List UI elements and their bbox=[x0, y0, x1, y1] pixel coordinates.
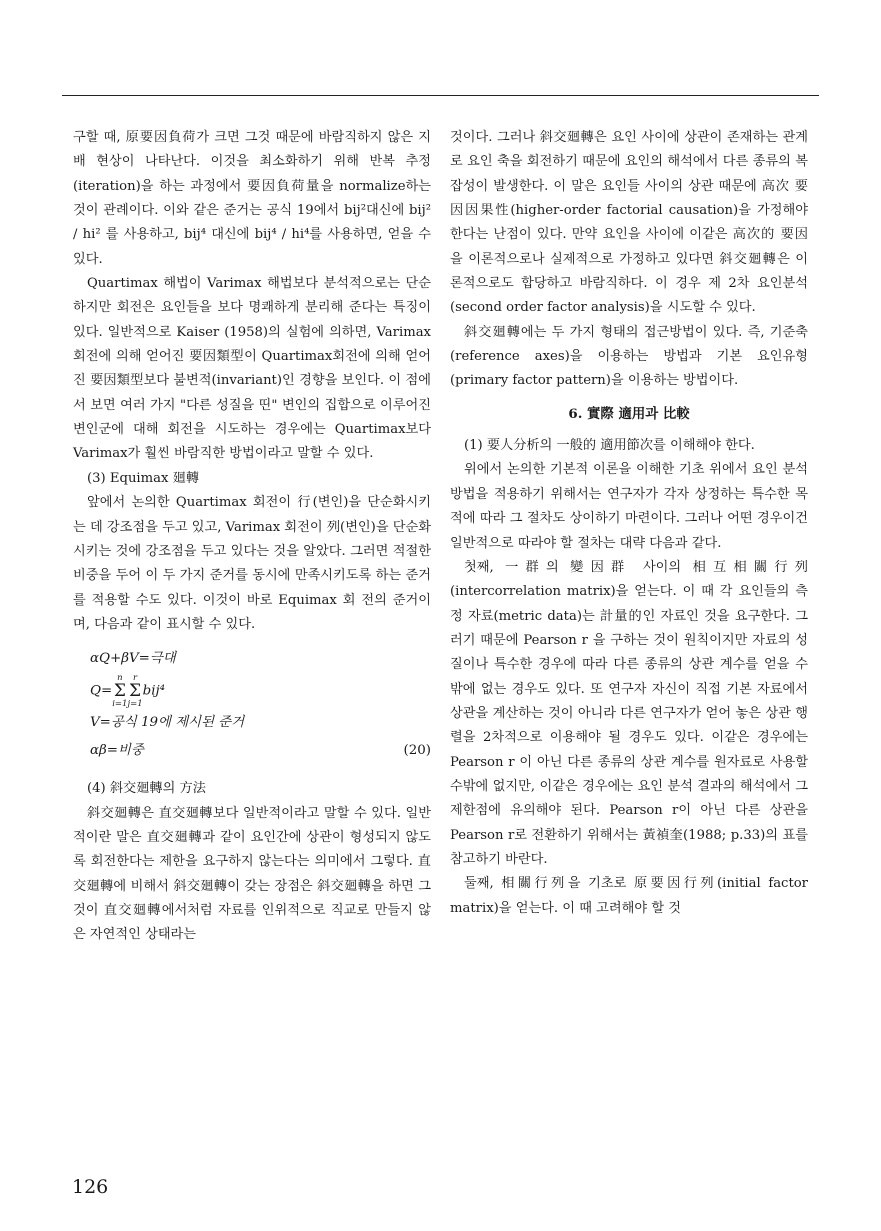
section-heading: 6. 實際 適用과 比較 bbox=[568, 405, 690, 422]
paragraph: 斜交廻轉은 直交廻轉보다 일반적이라고 말할 수 있다. 일반적이란 말은 直交廻轉과 같이 요인간에 상관이 형성되지 않도록 회전한다는 제한을 요구하지 않는다는 의미에서 그렇다. 直交廻轉에 비해서 斜交廻轉이 갖는 장점은 斜交廻轉을 하면 그것이 直交廻轉에서처럼 자료를 인위적으로 직교로 만들지 않은 자연적인 상태라는 bbox=[73, 805, 431, 943]
sum-upper-limit: r bbox=[133, 673, 138, 684]
right-column bbox=[450, 126, 808, 921]
paragraph: 구할 때, 原要因負荷가 크면 그것 때문에 바람직하지 않은 지배 현상이 나타난다. 이것을 최소화하기 위해 반복 추정(iteration)을 하는 과정에서 要因負荷量을 normalize하는 것이 관례이다. 이와 같은 준거는 공식 19에서 bij²대신에 bij² / hi² 를 사용하고, bij⁴ 대신에 bij⁴ / hi⁴를 사용하면, 얻을 수 있다. bbox=[73, 130, 431, 267]
summation-symbol bbox=[112, 673, 127, 709]
sum-upper-limit: n bbox=[117, 673, 123, 684]
equation-block bbox=[73, 645, 431, 765]
sigma-icon: Σ bbox=[129, 681, 142, 702]
equation-text: αβ=비중 bbox=[90, 743, 144, 759]
equation-line bbox=[73, 673, 431, 709]
subsection-heading: (3) Equimax 廻轉 bbox=[87, 470, 200, 486]
sigma-icon: Σ bbox=[113, 681, 126, 702]
spacer bbox=[450, 394, 808, 402]
spacer bbox=[450, 426, 808, 434]
paragraph: 앞에서 논의한 Quartimax 회전이 行(변인)을 단순화시키는 데 강조점을 두고 있고, Varimax 회전이 列(변인)을 단순화 시키는 것에 강조점을 두고 있다는 것을 알았다. 그러면 적절한 비중을 두어 이 두 가지 준거를 동시에 만족시키도록 하는 준거를 적용할 수도 있다. 이것이 바로 Equimax 회 전의 준거이며, 다음과 같이 표시할 수 있다. bbox=[73, 495, 431, 632]
paragraph: 둘째, 相關行列을 기초로 原要因行列(initial factor matrix)을 얻는다. 이 때 고려해야 할 것 bbox=[450, 876, 808, 916]
paragraph: Quartimax 해법이 Varimax 해법보다 분석적으로는 단순하지만 회전은 요인들을 보다 명쾌하게 분리해 준다는 특징이 있다. 일반적으로 Kaiser (1958)의 실험에 의하면, Varimax 회전에 의해 얻어진 要因類型이 Quartimax회전에 의해 얻어진 要因類型보다 불변적(invariant)인 경향을 보인다. 이 점에서 보면 여러 가지 "다른 성질을 띤" 변인의 집합으로 이루어진 변인군에 대해 회전을 시도하는 경우에는 Quartimax보다 Varimax가 훨씬 바람직한 방법이라고 말할 수 있다. bbox=[73, 276, 431, 462]
paragraph: 위에서 논의한 기본적 이론을 이해한 기초 위에서 요인 분석 방법을 적용하기 위해서는 연구자가 각자 상정하는 특수한 목적에 따라 그 절차도 상이하기 마련이다. 그러나 어떤 경우이건 일반적으로 따라야 할 절차는 대략 다음과 같다. bbox=[450, 462, 808, 551]
spacer bbox=[73, 637, 431, 645]
equation-line: αQ+βV=극대 bbox=[90, 651, 176, 667]
page-number: 126 bbox=[72, 1176, 109, 1198]
equation-lhs: Q= bbox=[90, 683, 113, 699]
paragraph: 斜交廻轉에는 두 가지 형태의 접근방법이 있다. 즉, 기준축(reference axes)을 이용하는 방법과 기본 요인유형(primary factor pattern)을 이용하는 방법이다. bbox=[450, 324, 808, 389]
equation-term: bij⁴ bbox=[142, 683, 165, 699]
equation-number: (20) bbox=[403, 743, 431, 759]
paragraph: 것이다. 그러나 斜交廻轉은 요인 사이에 상관이 존재하는 관계로 요인 축을 회전하기 때문에 요인의 해석에서 다른 종류의 복잡성이 발생한다. 이 말은 요인들 사이의 상관 때문에 高次 要因因果性(higher-order factorial causation)을 가정해야 한다는 난점이 있다. 만약 요인을 사이에 이같은 高次的 要因을 이론적으로나 실제적으로 가정하고 있다면 斜交廻轉은 이론적으로도 합당하고 바람직하다. 이 경우 제 2차 요인분석(second order factor analysis)을 시도할 수 있다. bbox=[450, 130, 808, 316]
paragraph: 첫째, 一群의 變因群 사이의 相互相關行列(intercorrelation matrix)을 얻는다. 이 때 각 요인들의 측정 자료(metric data)는 計量的인 자료인 것을 요구한다. 그러기 때문에 Pearson r 을 구하는 것이 원칙이지만 자료의 성질이나 특수한 경우에 따라 다른 종류의 상관 계수를 얻을 수 밖에 없는 경우도 있다. 또 연구자 자신이 직접 기본 자료에서 상관을 계산하는 것이 아니라 다른 연구자가 얻어 놓은 상관 행렬을 2차적으로 이용해야 될 경우도 있다. 이같은 경우에는 Pearson r 이 아닌 다른 종류의 상관 계수를 원자료로 사용할 수밖에 없지만, 이같은 경우에는 요인 분석 결과의 해석에서 그 제한점에 유의해야 된다. Pearson r이 아닌 다른 상관을 Pearson r로 전환하기 위해서는 黃禎奎(1988; p.33)의 표를 참고하기 바란다. bbox=[450, 559, 808, 867]
subsection-heading: (4) 斜交廻轉의 方法 bbox=[87, 781, 206, 797]
summation-symbol bbox=[127, 673, 142, 709]
equation-line: V=공식 19에 제시된 준거 bbox=[90, 715, 245, 731]
sum-lower-limit: j=1 bbox=[127, 699, 143, 710]
sum-lower-limit: i=1 bbox=[112, 699, 128, 710]
subsection-heading: (1) 要人分析의 一般的 適用節次를 이해해야 한다. bbox=[464, 438, 755, 454]
equation-line bbox=[73, 737, 431, 765]
header-rule bbox=[62, 95, 819, 96]
left-column bbox=[73, 126, 431, 948]
spacer bbox=[73, 765, 431, 777]
